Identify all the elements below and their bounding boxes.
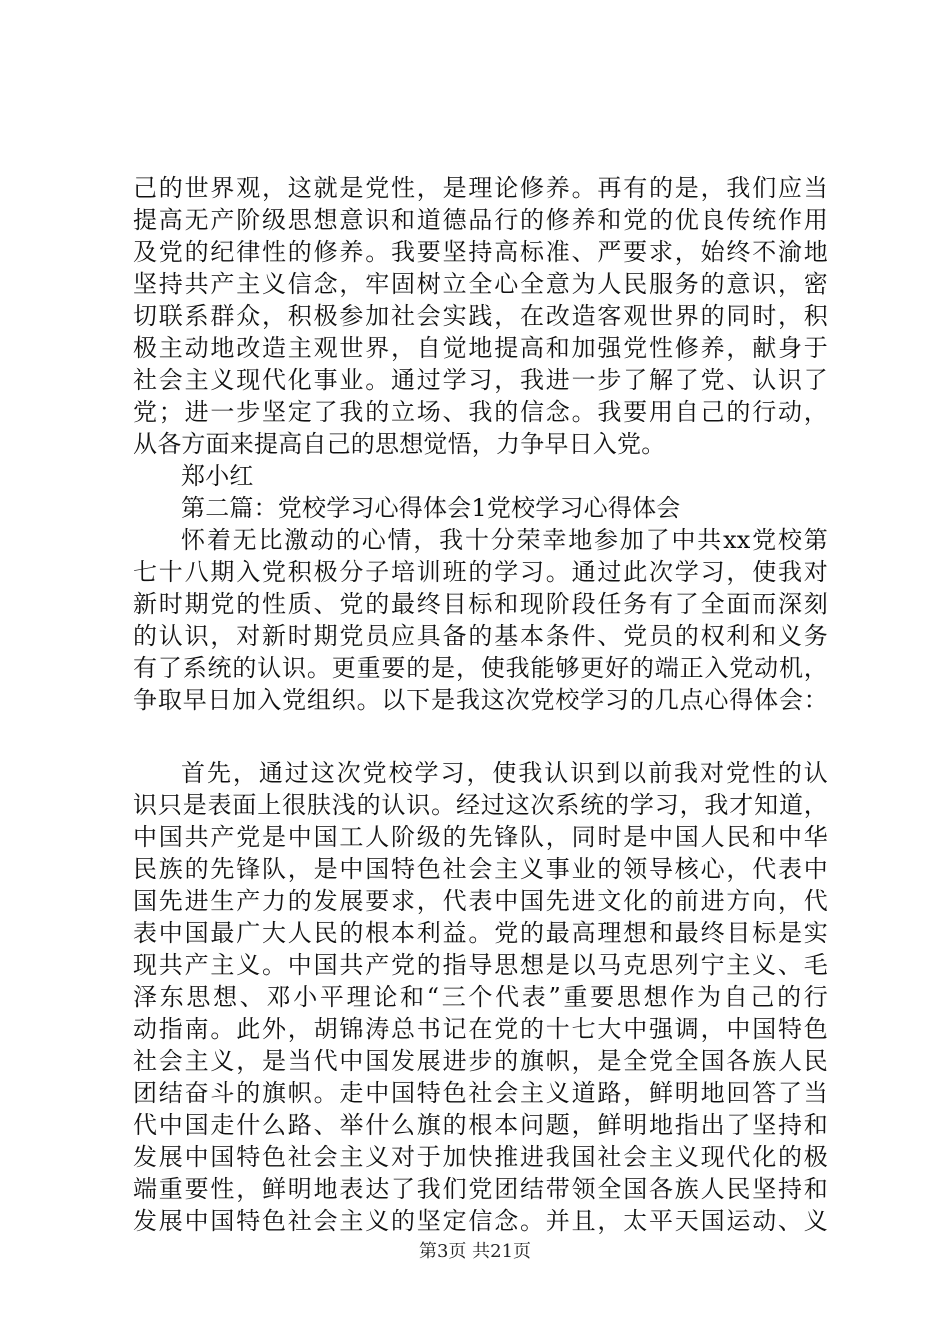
author-name: 郑小红 xyxy=(181,462,254,490)
text-line: 团结奋斗的旗帜。走中国特色社会主义道路，鲜明地回答了当 xyxy=(133,1079,828,1107)
body-text xyxy=(133,172,828,1237)
text-line: 国先进生产力的发展要求，代表中国先进文化的前进方向，代 xyxy=(133,887,828,915)
text-line: 及党的纪律性的修养。我要坚持高标准、严要求，始终不渝地 xyxy=(133,238,828,266)
text-line: 端重要性，鲜明地表达了我们党团结带领全国各族人民坚持和 xyxy=(133,1175,828,1203)
text-line: 的认识，对新时期党员应具备的基本条件、党员的权利和义务 xyxy=(133,622,828,650)
text-line: 发展中国特色社会主义的坚定信念。并且，太平天国运动、义 xyxy=(133,1207,828,1235)
paragraph-gap xyxy=(133,716,828,757)
text-line: 提高无产阶级思想意识和道德品行的修养和党的优良传统作用 xyxy=(133,206,828,234)
text-line: 识只是表面上很肤浅的认识。经过这次系统的学习，我才知道， xyxy=(133,791,828,819)
text-line: 极主动地改造主观世界，自觉地提高和加强党性修养，献身于 xyxy=(133,334,828,362)
text-line: 从各方面来提高自己的思想觉悟，力争早日入党。 xyxy=(133,430,666,458)
text-line: 代中国走什么路、举什么旗的根本问题，鲜明地指出了坚持和 xyxy=(133,1111,828,1139)
text-line: 怀着无比激动的心情，我十分荣幸地参加了中共xx党校第 xyxy=(181,526,828,554)
text-line: 表中国最广大人民的根本利益。党的最高理想和最终目标是实 xyxy=(133,919,828,947)
text-line: 社会主义，是当代中国发展进步的旗帜，是全党全国各族人民 xyxy=(133,1047,828,1075)
text-line: 民族的先锋队，是中国特色社会主义事业的领导核心，代表中 xyxy=(133,855,828,883)
text-line: 首先，通过这次党校学习，使我认识到以前我对党性的认 xyxy=(181,759,828,787)
text-line: 发展中国特色社会主义对于加快推进我国社会主义现代化的极 xyxy=(133,1143,828,1171)
text-line: 动指南。此外，胡锦涛总书记在党的十七大中强调，中国特色 xyxy=(133,1015,828,1043)
text-line: 己的世界观，这就是党性，是理论修养。再有的是，我们应当 xyxy=(133,174,828,202)
text-line: 党；进一步坚定了我的立场、我的信念。我要用自己的行动， xyxy=(133,398,828,426)
paragraph-block-2 xyxy=(133,757,828,1237)
paragraph-block-1 xyxy=(133,172,828,716)
text-line: 有了系统的认识。更重要的是，使我能够更好的端正入党动机， xyxy=(133,654,828,682)
text-line: 社会主义现代化事业。通过学习，我进一步了解了党、认识了 xyxy=(133,366,828,394)
text-line: 现共产主义。中国共产党的指导思想是以马克思列宁主义、毛 xyxy=(133,951,828,979)
text-line: 泽东思想、邓小平理论和“三个代表”重要思想作为自己的行 xyxy=(133,983,828,1011)
text-line: 七十八期入党积极分子培训班的学习。通过此次学习，使我对 xyxy=(133,558,828,586)
text-line: 争取早日加入党组织。以下是我这次党校学习的几点心得体会： xyxy=(133,686,828,714)
text-line: 坚持共产主义信念，牢固树立全心全意为人民服务的意识，密 xyxy=(133,270,828,298)
page-number-footer: 第3页 共21页 xyxy=(418,1241,532,1262)
text-line: 中国共产党是中国工人阶级的先锋队，同时是中国人民和中华 xyxy=(133,823,828,851)
text-line: 切联系群众，积极参加社会实践，在改造客观世界的同时，积 xyxy=(133,302,828,330)
text-line: 新时期党的性质、党的最终目标和现阶段任务有了全面而深刻 xyxy=(133,590,828,618)
section-heading: 第二篇：党校学习心得体会1党校学习心得体会 xyxy=(181,494,681,522)
